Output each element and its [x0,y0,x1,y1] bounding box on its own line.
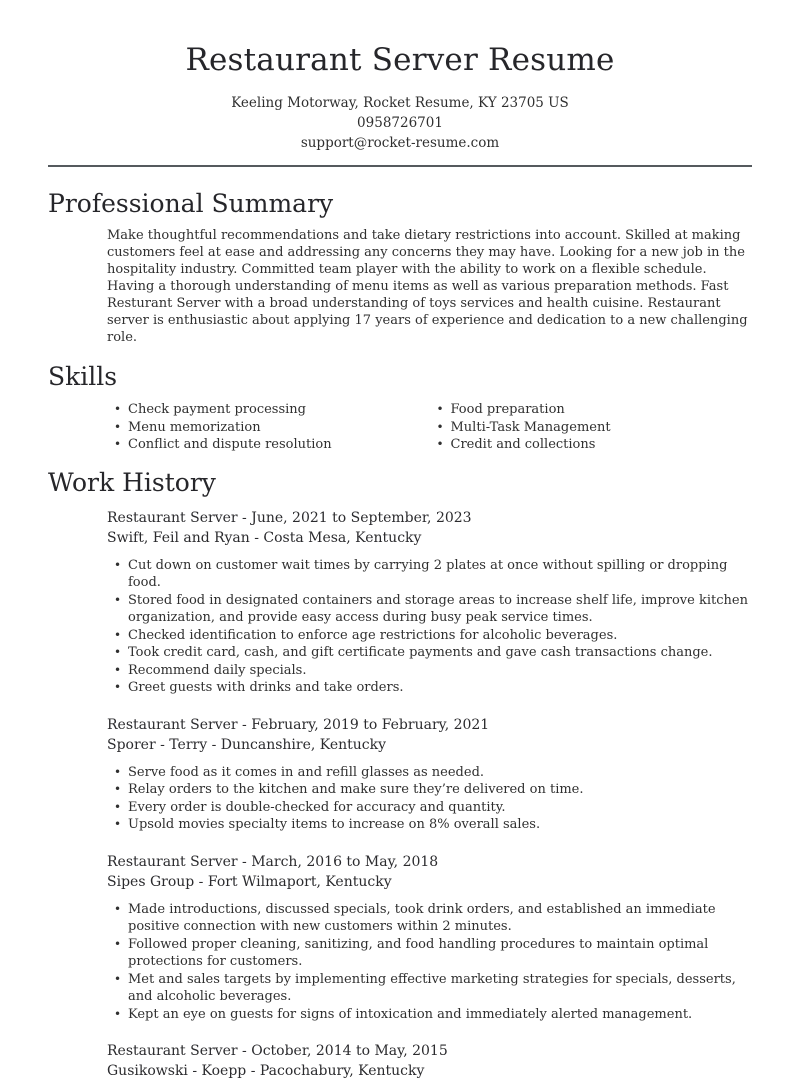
professional-summary-heading: Professional Summary [48,189,752,219]
job-bullet: • Followed proper cleaning, sanitizing, and food handling procedures to maintain optimal protections for customers. [107,936,752,971]
job-title: Restaurant Server - October, 2014 to May, 2015 [107,1041,752,1061]
job-bullet: • Made introductions, discussed specials, took drink orders, and established an immediate positive connection with new customers within 2 minutes. [107,901,752,936]
job-company: Gusikowski - Koepp - Pacochabury, Kentucky [107,1061,752,1081]
job-bullet: • Greet guests with drinks and take orders. [107,679,752,697]
resume-header [48,40,752,153]
skill-item: • Multi-Task Management [430,419,753,437]
section-professional-summary [48,189,752,346]
job-company: Sporer - Terry - Duncanshire, Kentucky [107,735,752,755]
skill-item: • Check payment processing [107,401,430,419]
page-title: Restaurant Server Resume [48,40,752,80]
contact-block [48,93,752,153]
job-title: Restaurant Server - March, 2016 to May, 2018 [107,852,752,872]
job-bullet: • Serve food as it comes in and refill glasses as needed. [107,764,752,782]
skill-item: • Menu memorization [107,419,430,437]
job-bullet: • Took credit card, cash, and gift certificate payments and gave cash transactions change. [107,644,752,662]
skills-column-2 [430,401,753,454]
work-history-heading: Work History [48,468,752,498]
job-bullet-list [107,901,752,1024]
job-bullet-list [107,557,752,697]
professional-summary-text: Make thoughtful recommendations and take dietary restrictions into account. Skilled at making customers feel at ease and addressing any concerns they may have. Looking for a new job in the hospitality industry. Committed team player with the ability to work on a flexible schedule. Having a thorough understanding of menu items as well as various preparation methods. Fast Resturant Server with a broad understanding of toys services and health cuisine. Restaurant server is enthusiastic about applying 17 years of experience and dedication to a new challenging role. [107,227,752,346]
job-company: Swift, Feil and Ryan - Costa Mesa, Kentucky [107,528,752,548]
skill-item: • Food preparation [430,401,753,419]
job-bullet: • Met and sales targets by implementing effective marketing strategies for specials, desserts, and alcoholic beverages. [107,971,752,1006]
job-entry [107,852,752,1024]
job-bullet: • Cut down on customer wait times by carrying 2 plates at once without spilling or dropping food. [107,557,752,592]
job-bullet: • Every order is double-checked for accuracy and quantity. [107,799,752,817]
job-bullet-list [107,764,752,834]
job-title: Restaurant Server - February, 2019 to February, 2021 [107,715,752,735]
job-bullet: • Kept an eye on guests for signs of intoxication and immediately alerted management. [107,1006,752,1024]
job-company: Sipes Group - Fort Wilmaport, Kentucky [107,872,752,892]
job-entry [107,715,752,834]
job-title: Restaurant Server - June, 2021 to September, 2023 [107,508,752,528]
contact-phone: 0958726701 [48,113,752,133]
job-entry [107,1041,752,1081]
job-entry [107,508,752,697]
job-bullet: • Recommend daily specials. [107,662,752,680]
job-bullet: • Relay orders to the kitchen and make sure they’re delivered on time. [107,781,752,799]
job-bullet: • Checked identification to enforce age restrictions for alcoholic beverages. [107,627,752,645]
skills-heading: Skills [48,362,752,392]
skills-column-1 [107,401,430,454]
job-bullet: • Stored food in designated containers and storage areas to increase shelf life, improve kitchen organization, and provide easy access during busy peak service times. [107,592,752,627]
header-divider [48,165,752,167]
contact-address: Keeling Motorway, Rocket Resume, KY 23705 US [48,93,752,113]
section-work-history [48,468,752,1081]
skill-item: • Credit and collections [430,436,753,454]
job-bullet: • Upsold movies specialty items to increase on 8% overall sales. [107,816,752,834]
section-skills [48,362,752,454]
skills-grid [107,401,752,454]
contact-email: support@rocket-resume.com [48,133,752,153]
skill-item: • Conflict and dispute resolution [107,436,430,454]
